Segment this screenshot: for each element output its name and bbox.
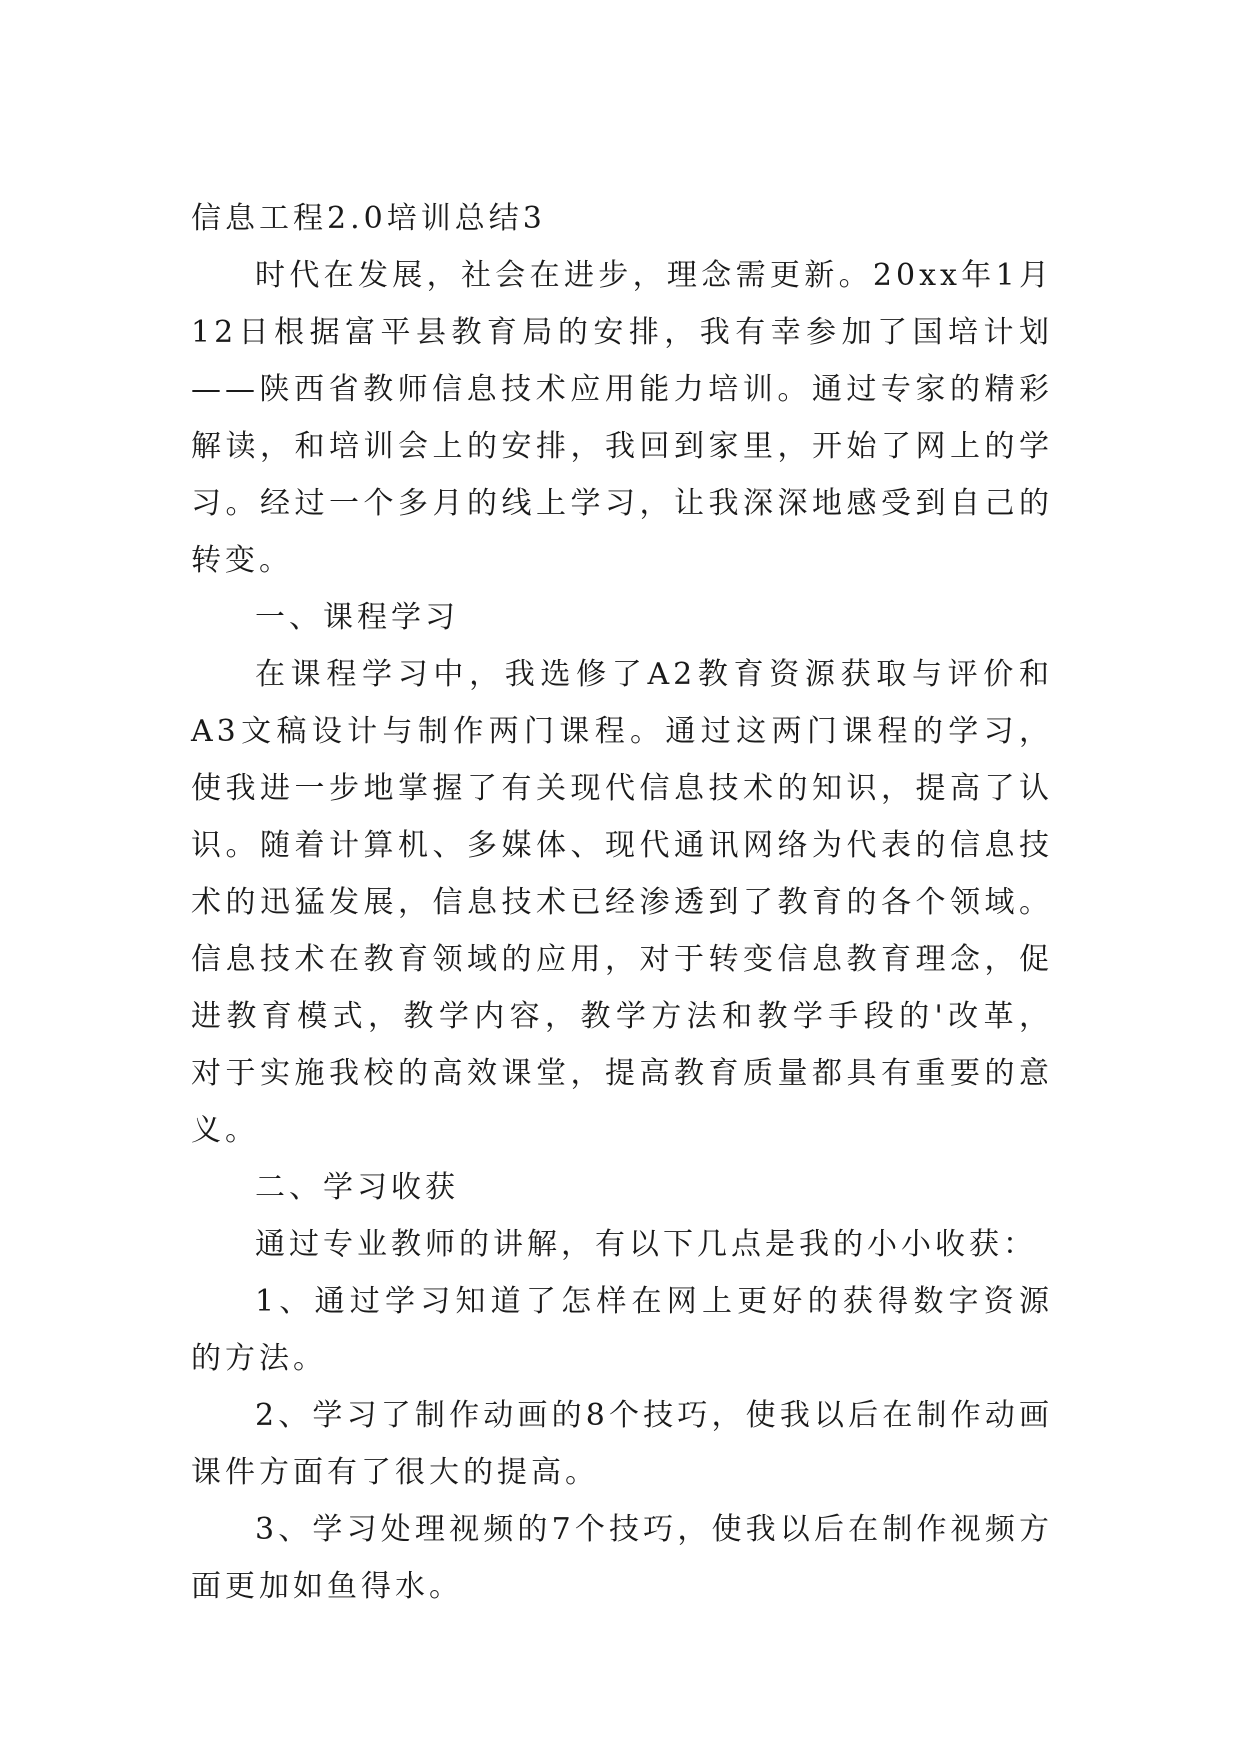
intro-paragraph: 时代在发展，社会在进步，理念需更新。20xx年1月12日根据富平县教育局的安排，我有幸参加了国培计划——陕西省教师信息技术应用能力培训。通过专家的精彩解读，和培训会上的安排，我回到家里，开始了网上的学习。经过一个多月的线上学习，让我深深地感受到自己的转变。 [191,258,1053,578]
document-page [191,190,1053,1615]
section-heading-study-gains: 二、学习收获 [255,1170,459,1205]
course-study-paragraph: 在课程学习中，我选修了A2教育资源获取与评价和A3文稿设计与制作两门课程。通过这两门课程的学习，使我进一步地掌握了有关现代信息技术的知识，提高了认识。随着计算机、多媒体、现代通讯网络为代表的信息技术的迅猛发展，信息技术已经渗透到了教育的各个领域。信息技术在教育领域的应用，对于转变信息教育理念，促进教育模式，教学内容，教学方法和教学手段的'改革，对于实施我校的高效课堂，提高教育质量都具有重要的意义。 [191,657,1053,1148]
gain-item-1: 1、通过学习知道了怎样在网上更好的获得数字资源的方法。 [191,1284,1053,1376]
section-heading-course-study: 一、课程学习 [255,600,459,635]
document-title: 信息工程2.0培训总结3 [191,201,546,236]
study-gains-intro: 通过专业教师的讲解，有以下几点是我的小小收获： [255,1227,1037,1262]
gain-item-2: 2、学习了制作动画的8个技巧，使我以后在制作动画课件方面有了很大的提高。 [191,1398,1053,1490]
gain-item-3: 3、学习处理视频的7个技巧，使我以后在制作视频方面更加如鱼得水。 [191,1512,1053,1604]
